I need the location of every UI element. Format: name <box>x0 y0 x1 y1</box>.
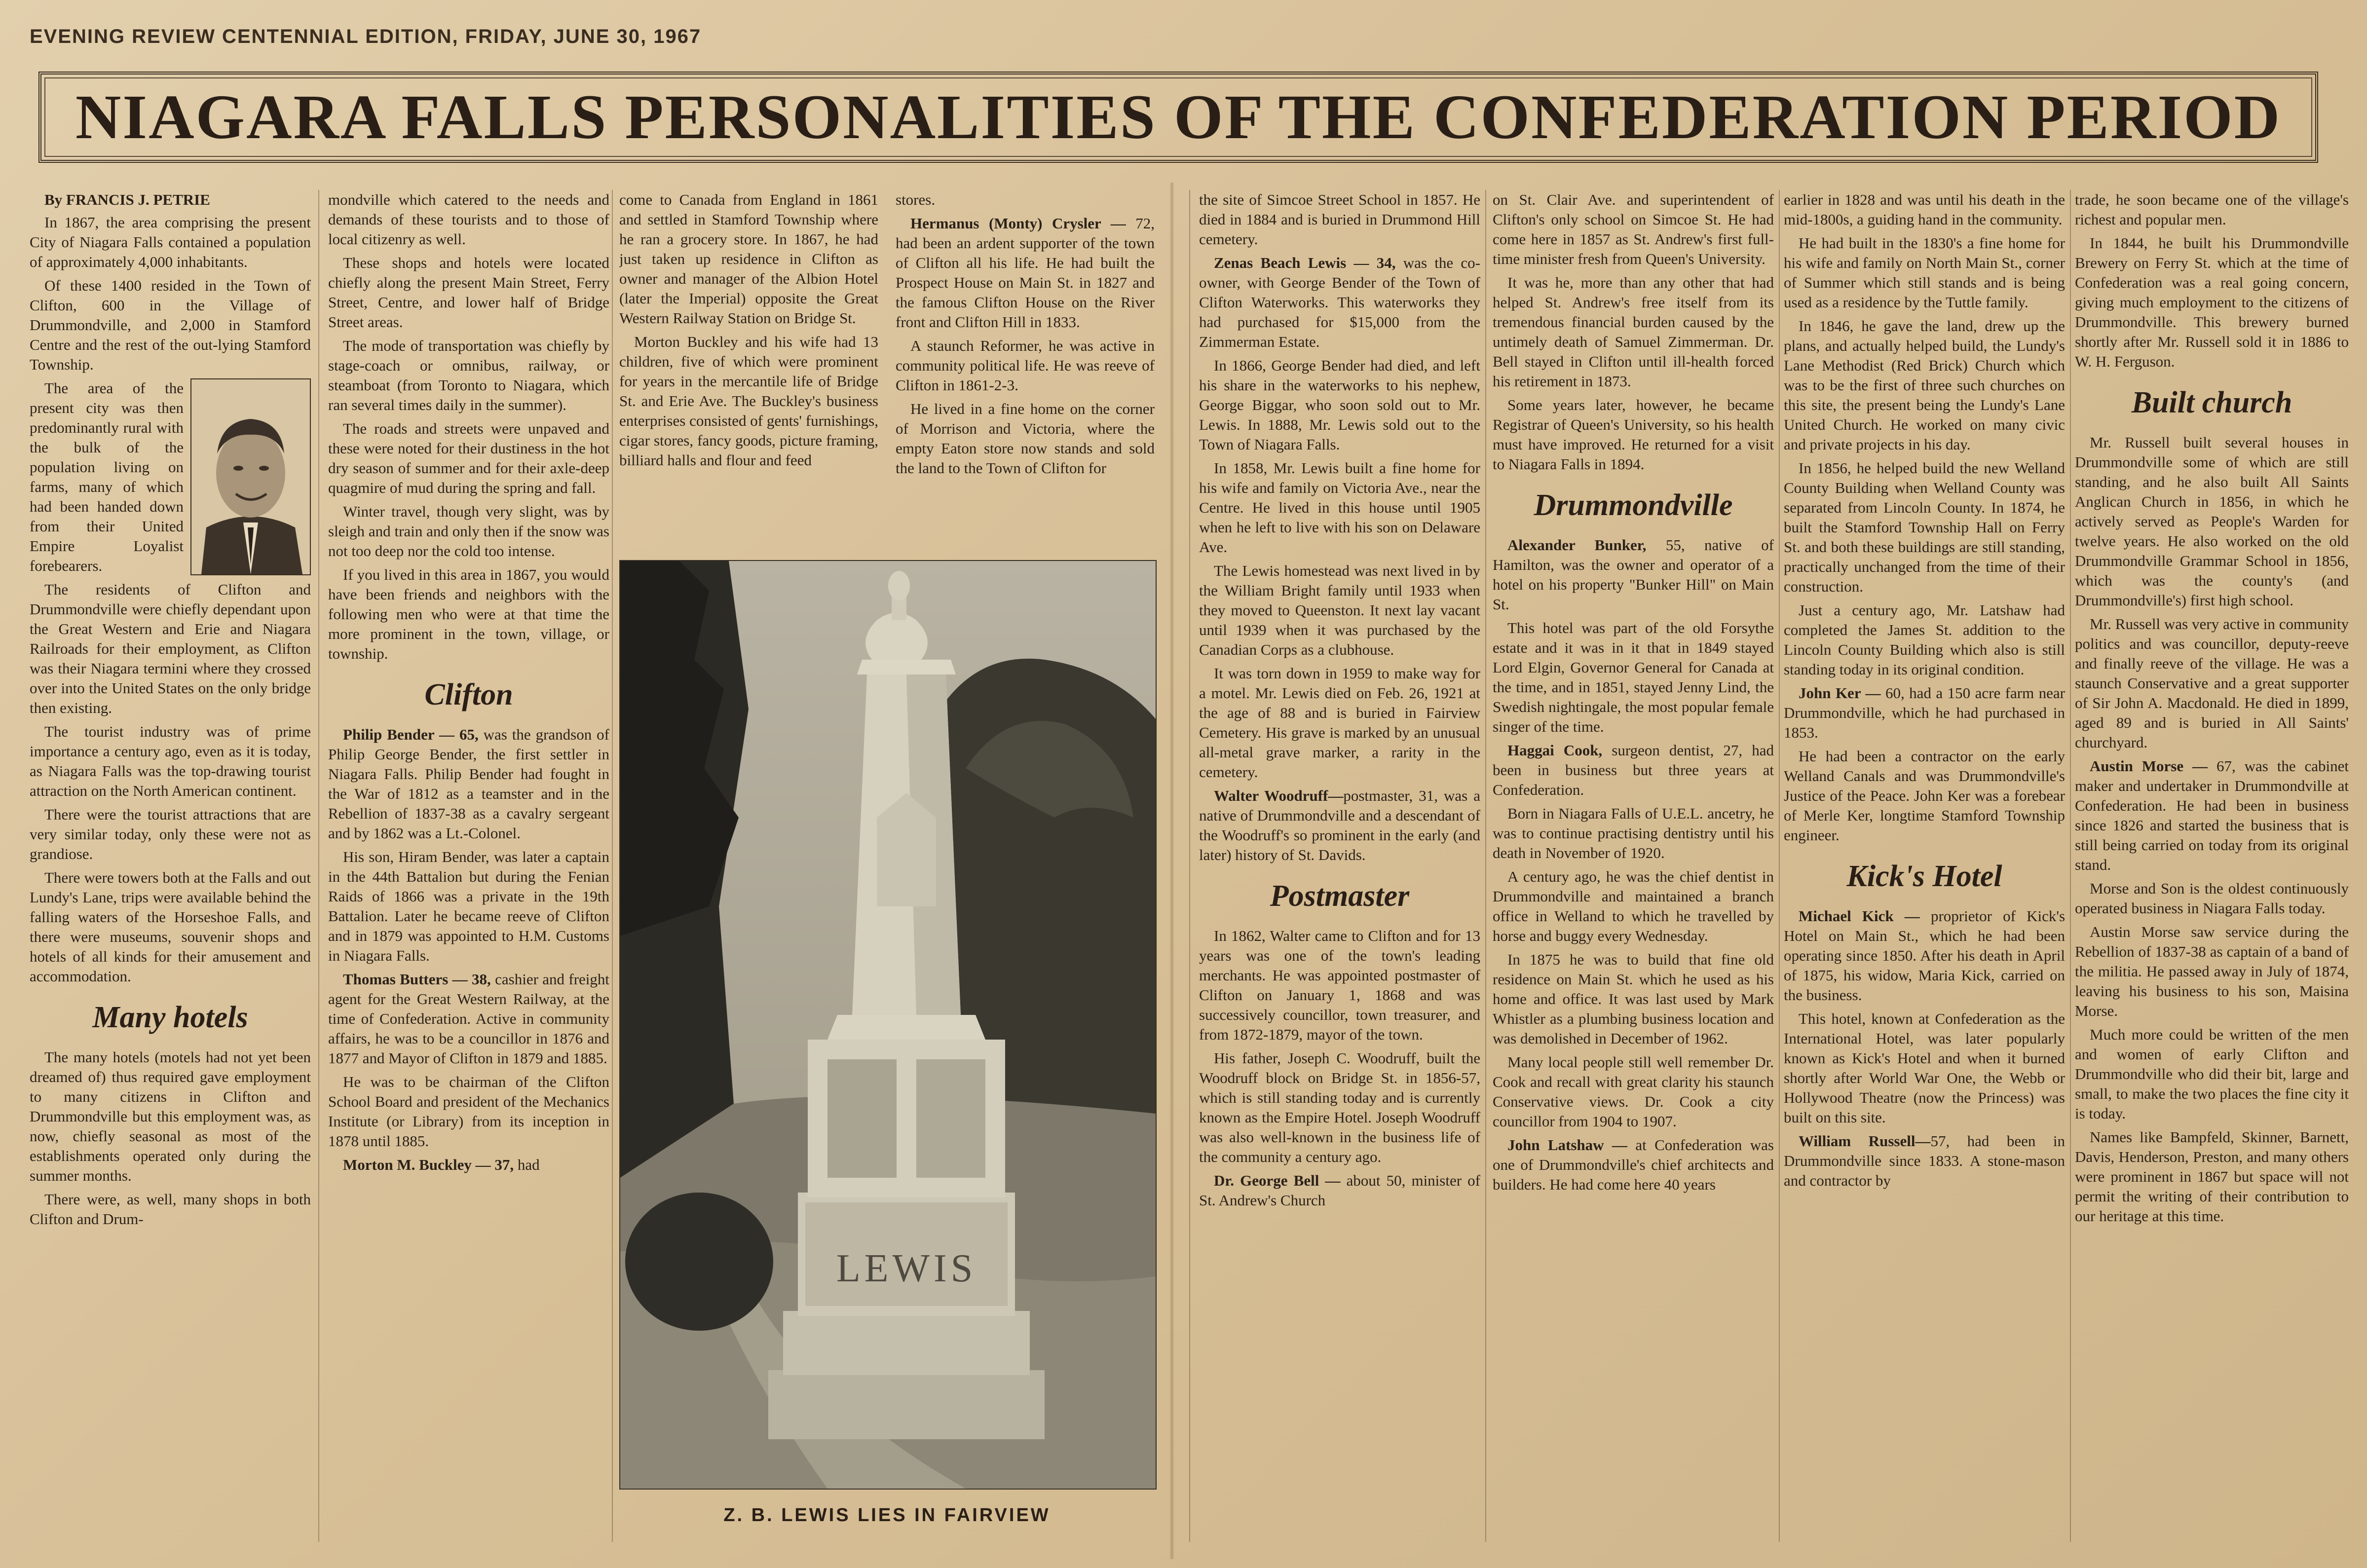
column-rule <box>1189 190 1190 1542</box>
paragraph-text: surgeon dentist, 27, had been in business but three years at Confederation. <box>1493 742 1774 798</box>
paragraph: The roads and streets were unpaved and these were noted for their dustiness in the hot dry season of summer and for their axle-deep quagmire of mud during the spring and fall. <box>328 420 609 496</box>
paragraph <box>328 1155 609 1175</box>
person-name: Thomas Butters — 38, <box>343 971 491 988</box>
paragraph <box>1199 1171 1480 1210</box>
person-name: John Ker — <box>1799 684 1881 702</box>
paragraph: In 1866, George Bender had died, and left his share in the waterworks to his nephew, George Biggar, who soon sold out to Mr. Lewis. In 1888, Mr. Lewis sold out to the Town of Niagara Falls. <box>1199 357 1480 453</box>
paragraph-text: 67, was the cabinet maker and undertaker in Drummondville at Confederation. He had been in business since 1826 and started the business that is still being carried on today from its original stand. <box>2075 757 2349 873</box>
paragraph: He had been a contractor on the early Welland Canals and was Drummondville's Justice of the Peace. John Ker was a forebear of Merle Ker, longtime Stamford Township engineer. <box>1784 747 2065 844</box>
paragraph <box>1493 1135 1774 1195</box>
paragraph: come to Canada from England in 1861 and settled in Stamford Township where he ran a grocery store. In 1867, he had just taken up residence in Clifton as owner and manager of the Albion Hotel (later the Imperial) opposite the Great Western Railway Station on Bridge St. <box>619 191 878 327</box>
person-name: Haggai Cook, <box>1507 742 1603 759</box>
person-name: Alexander Bunker, <box>1507 536 1647 554</box>
person-name: William Russell— <box>1799 1132 1931 1150</box>
person-name: Philip Bender — 65, <box>343 726 479 743</box>
paragraph: These shops and hotels were located chiefly along the present Main Street, Ferry Street, Centre, and lower half of Bridge Street areas. <box>328 254 609 331</box>
paragraph: The many hotels (motels had not yet been dreamed of) thus required gave employment to many citizens in Clifton and Drummondville but this employment was, as now, chiefly seasonal as most of the establishments operated only during the summer months. <box>30 1048 311 1184</box>
paragraph: In 1846, he gave the land, drew up the plans, and actually helped build, the Lundy's Lane Methodist (Red Brick) Church which was to be the first of three such churches on this site, the present being the Lundy's Lane United Church. He worked on many civic and private projects in his day. <box>1784 317 2065 453</box>
photo-top-text <box>619 190 1155 560</box>
paragraph: There were towers both at the Falls and out Lundy's Lane, trips were available behind the falling waters of the Horseshoe Falls, and there were museums, souvenir shops and hotels of all kinds for their amusement and accommodation. <box>30 869 311 985</box>
paragraph-text: 57, had been in Drummondville since 1833. A stone-mason and contractor by <box>1784 1132 2065 1189</box>
paragraph-text: at Confederation was one of Drummondville's chief architects and builders. He had come here 40 years <box>1493 1136 1774 1193</box>
person-name: Morton M. Buckley — 37, <box>343 1156 514 1173</box>
paragraph: The area of the present city was then predominantly rural with the bulk of the population living on farms, many of which had been handed down from their United Empire Loyalist forebearers. <box>30 379 184 574</box>
paragraph: In 1875 he was to build that fine old residence on Main St. which he used as his home and office. It was last used by Mark Whistler as a plumbing business location and was demolished in December of 1962. <box>1493 951 1774 1047</box>
paragraph: A staunch Reformer, he was active in community political life. He was reeve of Clifton in 1861-2-3. <box>896 337 1155 394</box>
paragraph <box>1199 786 1480 865</box>
paragraph: A century ago, he was the chief dentist in Drummondville and maintained a branch office in Welland to which he travelled by horse and buggy every Wednesday. <box>1493 868 1774 944</box>
paragraph: Just a century ago, Mr. Latshaw had completed the James St. addition to the Lincoln County Building which also is still standing today in its original condition. <box>1784 601 2065 678</box>
paragraph: His father, Joseph C. Woodruff, built the Woodruff block on Bridge St. in 1856-57, which is still standing today and is currently known as the Empire Hotel. Joseph Woodruff was also well-known in the business life of the community a century ago. <box>1199 1049 1480 1165</box>
paragraph: It was he, more than any other that had helped St. Andrew's free itself from its tremendous financial burden caused by the untimely death of Samuel Zimmerman. Dr. Bell stayed in Clifton until ill-health forced his retirement in 1873. <box>1493 274 1774 390</box>
byline: By FRANCIS J. PETRIE <box>44 191 210 208</box>
paragraph: In 1858, Mr. Lewis built a fine home for his wife and family on Victoria Ave., near the Centre. He lived in this house until 1905 when he left to live with his son on Delaware Ave. <box>1199 459 1480 556</box>
paragraph <box>2075 756 2349 875</box>
subhead-postmaster: Postmaster <box>1270 879 1410 913</box>
paragraph: It was torn down in 1959 to make way for a motel. Mr. Lewis died on Feb. 26, 1921 at the age of 88 and is buried in Fairview Cemetery. His grave is marked by an unusual all-metal grave marker, a rarity in the cemetery. <box>1199 665 1480 781</box>
folio-line: EVENING REVIEW CENTENNIAL EDITION, FRIDAY, JUNE 30, 1967 <box>30 26 702 47</box>
paragraph: Many local people still well remember Dr. Cook and recall with great clarity his staunch Conservative views. Dr. Cook a city councillor from 1904 to 1907. <box>1493 1053 1774 1130</box>
paragraph: He was to be chairman of the Clifton School Board and president of the Mechanics Institute (or Library) from its inception in 1878 until 1885. <box>328 1073 609 1150</box>
paragraph: The Lewis homestead was next lived in by the William Bright family until 1933 when they moved to Queenston. It next lay vacant until 1939 when it was purchased by the Canadian Corps as a clubhouse. <box>1199 562 1480 658</box>
paragraph-text: 72, had been an ardent supporter of the town of Clifton all his life. He had built the Prospect House on Main St. in 1827 and the famous Clifton House on the River front and Clifton Hill in 1833. <box>896 215 1155 331</box>
paragraph: The mode of transportation was chiefly by stage-coach or omnibus, railway, or steamboat (from Toronto to Niagara, which ran several times daily in the summer). <box>328 337 609 413</box>
paragraph <box>1199 253 1480 352</box>
paragraph: Names like Bampfeld, Skinner, Barnett, Davis, Henderson, Preston, and many others were prominent in 1867 but space will not permit the writing of their contribution to our heritage at this time. <box>2075 1128 2349 1225</box>
column-rule <box>1779 190 1780 1542</box>
paragraph: This hotel was part of the old Forsythe estate and it was in it that in 1849 stayed Lord Elgin, Governor General for Canada at the time, and in 1851, stayed Jenny Lind, the Swedish nightingale, the most popular female singer of the time. <box>1493 619 1774 735</box>
paragraph: Winter travel, though very slight, was by sleigh and train and only then if the snow was not too deep nor the cold too intense. <box>328 503 609 560</box>
paragraph: The residents of Clifton and Drummondville were chiefly dependant upon the Great Western and Erie and Niagara Railroads for their employment, as Clifton was their Niagara termini where they crossed over into the United States on the only bridge then existing. <box>30 581 311 716</box>
paragraph: He had built in the 1830's a fine home for his wife and family on North Main St., corner of Summer which still stands and is being used as a residence by the Tuttle family. <box>1784 234 2065 311</box>
paragraph <box>1784 683 2065 743</box>
person-name: Hermanus (Monty) Crysler — <box>910 215 1126 232</box>
paragraph: Much more could be written of the men and women of early Clifton and Drummondville who did their bit, large and small, to make the two places the fine city it is today. <box>2075 1026 2349 1122</box>
person-name: Zenas Beach Lewis — 34, <box>1214 254 1396 271</box>
paragraph: stores. <box>896 191 936 208</box>
paragraph: Morse and Son is the oldest continuously operated business in Niagara Falls today. <box>2075 880 2349 917</box>
paragraph: the site of Simcoe Street School in 1857. He died in 1884 and is buried in Drummond Hill cemetery. <box>1199 191 1480 248</box>
monument-photo-image <box>620 561 1156 1489</box>
author-portrait <box>190 378 311 575</box>
paragraph: Austin Morse saw service during the Rebellion of 1837-38 as captain of a band of the militia. He passed away in July of 1874, leaving his business to his son, Maisina Morse. <box>2075 923 2349 1019</box>
paragraph: Some years later, however, he became Registrar of Queen's University, so his health must have improved. He returned for a visit to Niagara Falls in 1894. <box>1493 396 1774 473</box>
subhead-many-hotels: Many hotels <box>92 1001 248 1034</box>
column-8 <box>2075 190 2349 1542</box>
column-2 <box>328 190 609 1542</box>
page-fold <box>1169 183 1174 1559</box>
person-name: Austin Morse — <box>2090 757 2208 775</box>
column-rule <box>612 190 613 1542</box>
paragraph: In 1867, the area comprising the present City of Niagara Falls contained a population of approximately 4,000 inhabitants. <box>30 214 311 270</box>
paragraph: mondville which catered to the needs and demands of these tourists and to those of local citizenry as well. <box>328 191 609 248</box>
headline: NIAGARA FALLS PERSONALITIES OF THE CONFEDERATION PERIOD <box>75 82 2282 152</box>
paragraph: Mr. Russell built several houses in Drummondville some of which are still standing, and he also built All Saints Anglican Church in 1856, in which he actively served as People's Warden for twelve years. He also worked on the old Drummondville Grammar School in 1856, which was the county's (and Drummondville's) first high school. <box>2075 434 2349 609</box>
column-rule <box>318 190 319 1542</box>
portrait-image <box>191 379 310 574</box>
paragraph-text: 55, native of Hamilton, was the owner and operator of a hotel on his property "Bunker Hill" on Main St. <box>1493 536 1774 613</box>
person-name: Walter Woodruff— <box>1214 787 1344 804</box>
column-4 <box>896 190 1155 558</box>
paragraph-text: was the co-owner, with George Bender of the Town of Clifton Waterworks. This waterworks they had purchased for $15,000 from the Zimmerman Estate. <box>1199 254 1480 350</box>
paragraph-text: 60, had a 150 acre farm near Drummondville, which he had purchased in 1853. <box>1784 684 2065 741</box>
paragraph: Mr. Russell was very active in community politics and was councillor, deputy-reeve and finally reeve of the village. He was a staunch Conservative and a great supporter of Sir John A. Macdonald. He died in 1899, aged 89 and is buried in All Saints' churchyard. <box>2075 615 2349 751</box>
paragraph: In 1862, Walter came to Clifton and for 13 years was one of the town's leading merchants. He was appointed postmaster of Clifton on January 1, 1868 and was successively councillor, town treasurer, and from 1872-1879, mayor of the town. <box>1199 927 1480 1043</box>
monument-inscription: LEWIS <box>836 1247 977 1290</box>
paragraph <box>896 214 1155 332</box>
paragraph-text: was the grandson of Philip George Bender, the first settler in Niagara Falls. Philip Bender had fought in the War of 1812 as a teamster and in the Rebellion of 1837-38 as a cavalry sergeant and by 1862 was a Lt.-Colonel. <box>328 726 609 842</box>
paragraph: There were, as well, many shops in both Clifton and Drum- <box>30 1191 311 1228</box>
column-5 <box>1199 190 1480 1542</box>
column-3 <box>619 190 878 558</box>
paragraph <box>328 725 609 843</box>
person-name: John Latshaw — <box>1507 1136 1627 1154</box>
paragraph: In 1844, he built his Drummondville Brewery on Ferry St. which at the time of Confederation was a real going concern, giving much employment to the citizens of Drummondville. This brewery burned shortly after Mr. Russell sold it in 1886 to W. H. Ferguson. <box>2075 234 2349 370</box>
paragraph <box>1493 535 1774 614</box>
photo-caption: Z. B. LEWIS LIES IN FAIRVIEW <box>723 1505 1051 1526</box>
subhead-kicks-hotel: Kick's Hotel <box>1846 859 2002 893</box>
paragraph: His son, Hiram Bender, was later a captain in the 44th Battalion but during the Fenian Raids of 1866 was a private in the 19th Battalion. Later he became reeve of Clifton and in 1879 was appointed to H.M. Customs in Niagara Falls. <box>328 848 609 964</box>
headline-box <box>38 72 2318 163</box>
person-name: Michael Kick — <box>1799 907 1920 925</box>
paragraph <box>1784 1131 2065 1191</box>
paragraph: The tourist industry was of prime importance a century ago, even as it is today, as Niagara Falls was the top-drawing tourist attraction on the North American continent. <box>30 723 311 799</box>
paragraph-text: proprietor of Kick's Hotel on Main St., which he had been operating since 1850. After his death in April of 1875, his widow, Maria Kick, carried on the business. <box>1784 907 2065 1004</box>
column-rule <box>1485 190 1486 1542</box>
paragraph: Of these 1400 resided in the Town of Clifton, 600 in the Village of Drummondville, and 2,000 in Stamford Centre and the rest of the out-lying Stamford Township. <box>30 277 311 373</box>
paragraph: In 1856, he helped build the new Welland County Building when Welland County was separated from Lincoln County. In 1874, he built the Stamford Township Hall on Ferry St. and both these buildings are still standing, practically unchanged from the time of their construction. <box>1784 459 2065 595</box>
paragraph-text: had <box>517 1156 540 1173</box>
subhead-clifton: Clifton <box>424 678 513 711</box>
column-6 <box>1493 190 1774 1542</box>
paragraph <box>1784 906 2065 1005</box>
paragraph: Born in Niagara Falls of U.E.L. ancetry, he was to continue practising dentistry until his death in November of 1920. <box>1493 805 1774 861</box>
paragraph-text: about 50, minister of St. Andrew's Church <box>1199 1172 1480 1209</box>
person-name: Dr. George Bell — <box>1214 1172 1341 1189</box>
paragraph: This hotel, known at Confederation as the International Hotel, was later popularly known as Kick's Hotel and when it burned shortly after World War One, the Webb or Hollywood Theatre (now the Princess) was built on this site. <box>1784 1010 2065 1126</box>
paragraph <box>328 970 609 1068</box>
paragraph-text: postmaster, 31, was a native of Drummondville and a descendant of the Woodruff's so prominent in the early (and later) history of St. Davids. <box>1199 787 1480 863</box>
column-1 <box>30 190 311 1542</box>
paragraph: There were the tourist attractions that are very similar today, only these were not as grandiose. <box>30 806 311 862</box>
paragraph: If you lived in this area in 1867, you would have been friends and neighbors with the following men who were at that time the more prominent in the town, village, or township. <box>328 566 609 662</box>
paragraph-text: cashier and freight agent for the Great Western Railway, at the time of Confederation. Active in community affairs, he was to be a councillor in 1876 and 1877 and Mayor of Clifton in 1879 and 1885. <box>328 971 609 1067</box>
paragraph <box>1493 741 1774 800</box>
column-7 <box>1784 190 2065 1542</box>
column-rule <box>2070 190 2071 1542</box>
paragraph: He lived in a fine home on the corner of Morrison and Victoria, where the empty Eaton store now stands and sold the land to the Town of Clifton for <box>896 400 1155 477</box>
monument-photo <box>619 560 1157 1490</box>
subhead-drummondville: Drummondville <box>1534 488 1733 522</box>
paragraph: Morton Buckley and his wife had 13 children, five of which were prominent for years in the mercantile life of Bridge St. and Erie Ave. The Buckley's business enterprises consisted of gents' furnishings, cigar stores, fancy goods, picture framing, billiard halls and flour and feed <box>619 333 878 469</box>
paragraph: on St. Clair Ave. and superintendent of Clifton's only school on Simcoe St. He had come here in 1857 as St. Andrew's first full-time minister fresh from Queen's University. <box>1493 191 1774 267</box>
subhead-built-church: Built church <box>2131 386 2292 419</box>
paragraph: earlier in 1828 and was until his death in the mid-1800s, a guiding hand in the community. <box>1784 191 2065 228</box>
paragraph: trade, he soon became one of the village's richest and popular men. <box>2075 191 2349 228</box>
